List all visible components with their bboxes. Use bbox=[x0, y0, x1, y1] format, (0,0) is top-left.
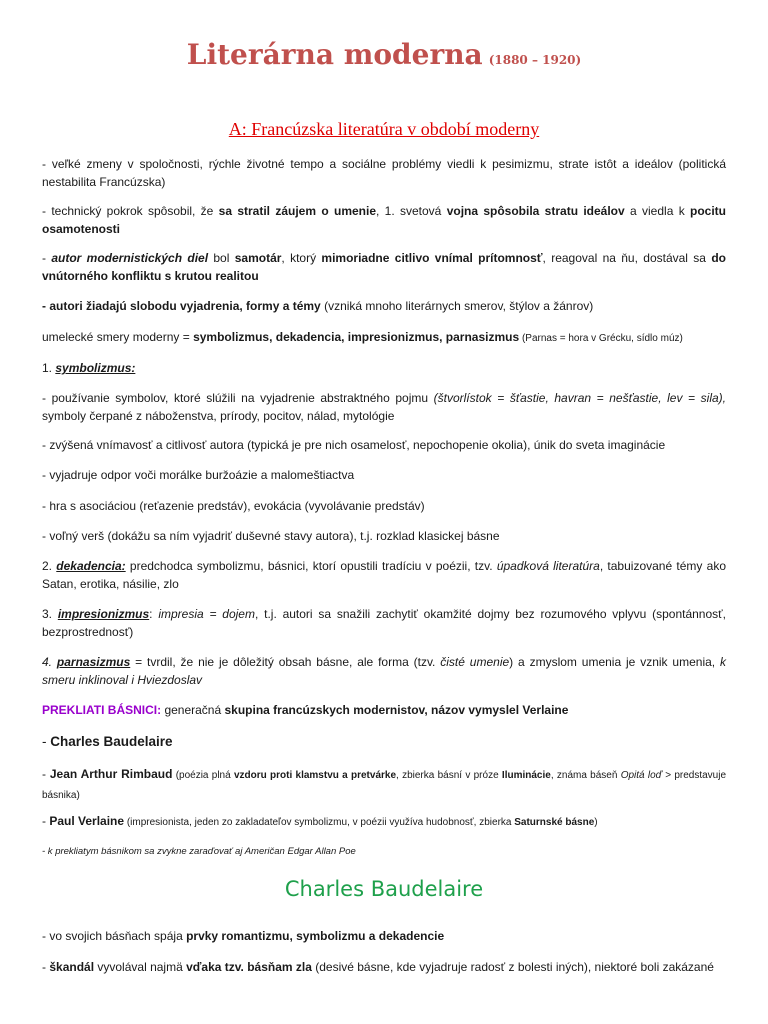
title-text: Literárna moderna bbox=[186, 38, 483, 71]
paragraph-art-movements: umelecké smery moderny = symbolizmus, dekadencia, impresionizmus, parnasizmus (Parnas = hora v Grécku, sídlo múz) bbox=[42, 330, 683, 344]
paragraph-baudelaire-scandal: - škandál vyvolával najmä vďaka tzv. básňam zla (desivé básne, kde vyjadruje radosť z bolesti iných), niektoré boli zakázané bbox=[42, 960, 714, 974]
paragraph-social-changes: - veľké zmeny v spoločnosti, rýchle životné tempo a sociálne problémy viedli k pesimizmu, strate istôt a ideálov (politická nestabilita Francúzska) bbox=[42, 157, 726, 189]
paragraph-symbols: - používanie symbolov, ktoré slúžili na vyjadrenie abstraktného pojmu (štvorlístok = šťastie, havran = nešťastie, lev = sila), symboly čerpané z náboženstva, prírody, pocitov, nálad, mytológie bbox=[42, 391, 726, 423]
note-edgar-allan-poe: - k prekliatym básnikom sa zvykne zaraďovať aj Američan Edgar Allan Poe bbox=[42, 846, 356, 857]
list-item-rimbaud: - Jean Arthur Rimbaud (poézia plná vzdoru proti klamstvu a pretvárke, zbierka básní v próze Iluminácie, známa báseň Opitá loď > predstavuje básnika) bbox=[42, 767, 727, 801]
paragraph-bourgeoisie: - vyjadruje odpor voči morálke buržoázie a malomeštiactva bbox=[42, 468, 355, 482]
paragraph-technical-progress: - technický pokrok spôsobil, že sa stratil záujem o umenie, 1. svetová vojna spôsobila stratu ideálov a viedla k pocitu osamotenosti bbox=[42, 204, 727, 236]
paragraph-author-loner: - autor modernistických diel bol samotár, ktorý mimoriadne citlivo vnímal prítomnosť, reagoval na ňu, dostával sa do vnútorného konfliktu s krutou realitou bbox=[42, 251, 726, 283]
section-heading-french-literature: A: Francúzska literatúra v období moderny bbox=[228, 119, 540, 139]
list-item-verlaine: - Paul Verlaine (impresionista, jeden zo zakladateľov symbolizmu, v poézii využíva hudobnosť, zbierka Saturnské básne) bbox=[42, 814, 598, 828]
section-heading-baudelaire: Charles Baudelaire bbox=[284, 877, 484, 901]
list-item-baudelaire: - Charles Baudelaire bbox=[42, 734, 173, 749]
paragraph-baudelaire-elements: - vo svojich básňach spája prvky romantizmu, symbolizmu a dekadencie bbox=[42, 929, 445, 943]
paragraph-impressionism: 3. impresionizmus: impresia = dojem, t.j. autori sa snažili zachytiť okamžité dojmy bez rozumového vplyvu (spontánnosť, bezprostrednosť) bbox=[42, 607, 726, 639]
paragraph-cursed-poets: PREKLIATI BÁSNICI: generačná skupina francúzskych modernistov, názov vymyslel Verlaine bbox=[42, 703, 569, 717]
paragraph-parnassianism: 4. parnasizmus = tvrdil, že nie je dôležitý obsah básne, ale forma (tzv. čisté umenie) a zmyslom umenia je vznik umenia, k smeru inklinoval i Hviezdoslav bbox=[42, 655, 726, 687]
title-years: (1880 – 1920) bbox=[488, 53, 582, 67]
page-title bbox=[0, 38, 768, 71]
paragraph-freedom-of-expression: - autori žiadajú slobodu vyjadrenia, formy a témy (vzniká mnoho literárnych smerov, štýlov a žánrov) bbox=[42, 299, 594, 313]
paragraph-decadence: 2. dekadencia: predchodca symbolizmu, básnici, ktorí opustili tradíciu v poézii, tzv. úpadková literatúra, tabuizované témy ako Satan, erotika, násilie, zlo bbox=[42, 559, 727, 591]
paragraph-sensitivity: - zvýšená vnímavosť a citlivosť autora (typická je pre nich osamelosť, nepochopenie okolia), únik do sveta imaginácie bbox=[42, 438, 666, 452]
paragraph-association: - hra s asociáciou (reťazenie predstáv), evokácia (vyvolávanie predstáv) bbox=[42, 499, 425, 513]
paragraph-free-verse: - voľný verš (dokážu sa ním vyjadriť duševné stavy autora), t.j. rozklad klasickej básne bbox=[42, 529, 500, 543]
heading-symbolism: 1. symbolizmus: bbox=[42, 361, 136, 375]
